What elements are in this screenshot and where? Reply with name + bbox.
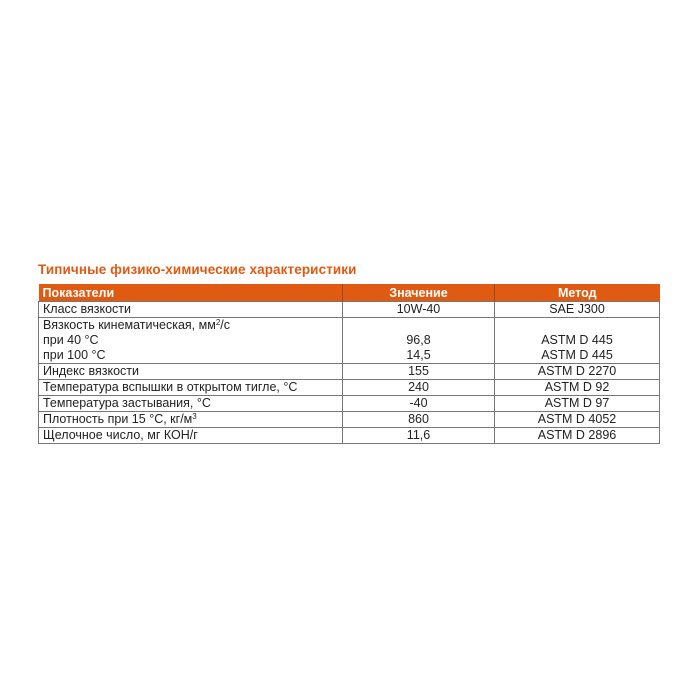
value-cell: 860: [343, 412, 495, 428]
sub-value: 14,5: [406, 348, 431, 362]
characteristics-table: [38, 284, 660, 444]
value-cell: 11,6: [343, 428, 495, 444]
value-cell: 240: [343, 380, 495, 396]
param-cell: Щелочное число, мг КОН/г: [39, 428, 343, 444]
method-cell: [495, 318, 660, 364]
header-method: Метод: [495, 284, 660, 302]
table-row: [39, 428, 660, 444]
param-text: Вязкость кинематическая, мм: [43, 318, 216, 332]
value-cell: 155: [343, 364, 495, 380]
sub-param: при 40 °С: [43, 333, 99, 347]
param-cell: Температура застывания, °С: [39, 396, 343, 412]
param-heading: [43, 318, 338, 333]
sub-method: ASTM D 445: [541, 348, 613, 362]
sub-value: 96,8: [406, 333, 431, 347]
table-row: [39, 364, 660, 380]
method-cell: ASTM D 2896: [495, 428, 660, 444]
method-cell: ASTM D 92: [495, 380, 660, 396]
table-row: [39, 302, 660, 318]
method-cell: SAE J300: [495, 302, 660, 318]
value-cell: -40: [343, 396, 495, 412]
param-cell: Индекс вязкости: [39, 364, 343, 380]
param-cell: [39, 318, 343, 364]
method-cell: ASTM D 97: [495, 396, 660, 412]
superscript: 3: [192, 412, 197, 421]
param-suffix: /с: [220, 318, 231, 332]
sub-param: при 100 °С: [43, 348, 106, 362]
sub-method: ASTM D 445: [541, 333, 613, 347]
param-cell: [39, 412, 343, 428]
param-text: Плотность при 15 °С, кг/м: [43, 412, 193, 426]
table-header-row: [39, 284, 660, 302]
superscript: 2: [215, 318, 221, 327]
table-row: [39, 318, 660, 364]
value-cell: [343, 318, 495, 364]
value-cell: 10W-40: [343, 302, 495, 318]
table-title: Типичные физико-химические характеристики: [38, 262, 357, 277]
method-cell: ASTM D 4052: [495, 412, 660, 428]
table-row: [39, 396, 660, 412]
param-cell: Класс вязкости: [39, 302, 343, 318]
param-cell: Температура вспышки в открытом тигле, °С: [39, 380, 343, 396]
method-cell: ASTM D 2270: [495, 364, 660, 380]
table-row: [39, 380, 660, 396]
header-value: Значение: [343, 284, 495, 302]
header-parameters: Показатели: [39, 284, 343, 302]
table-row: [39, 412, 660, 428]
